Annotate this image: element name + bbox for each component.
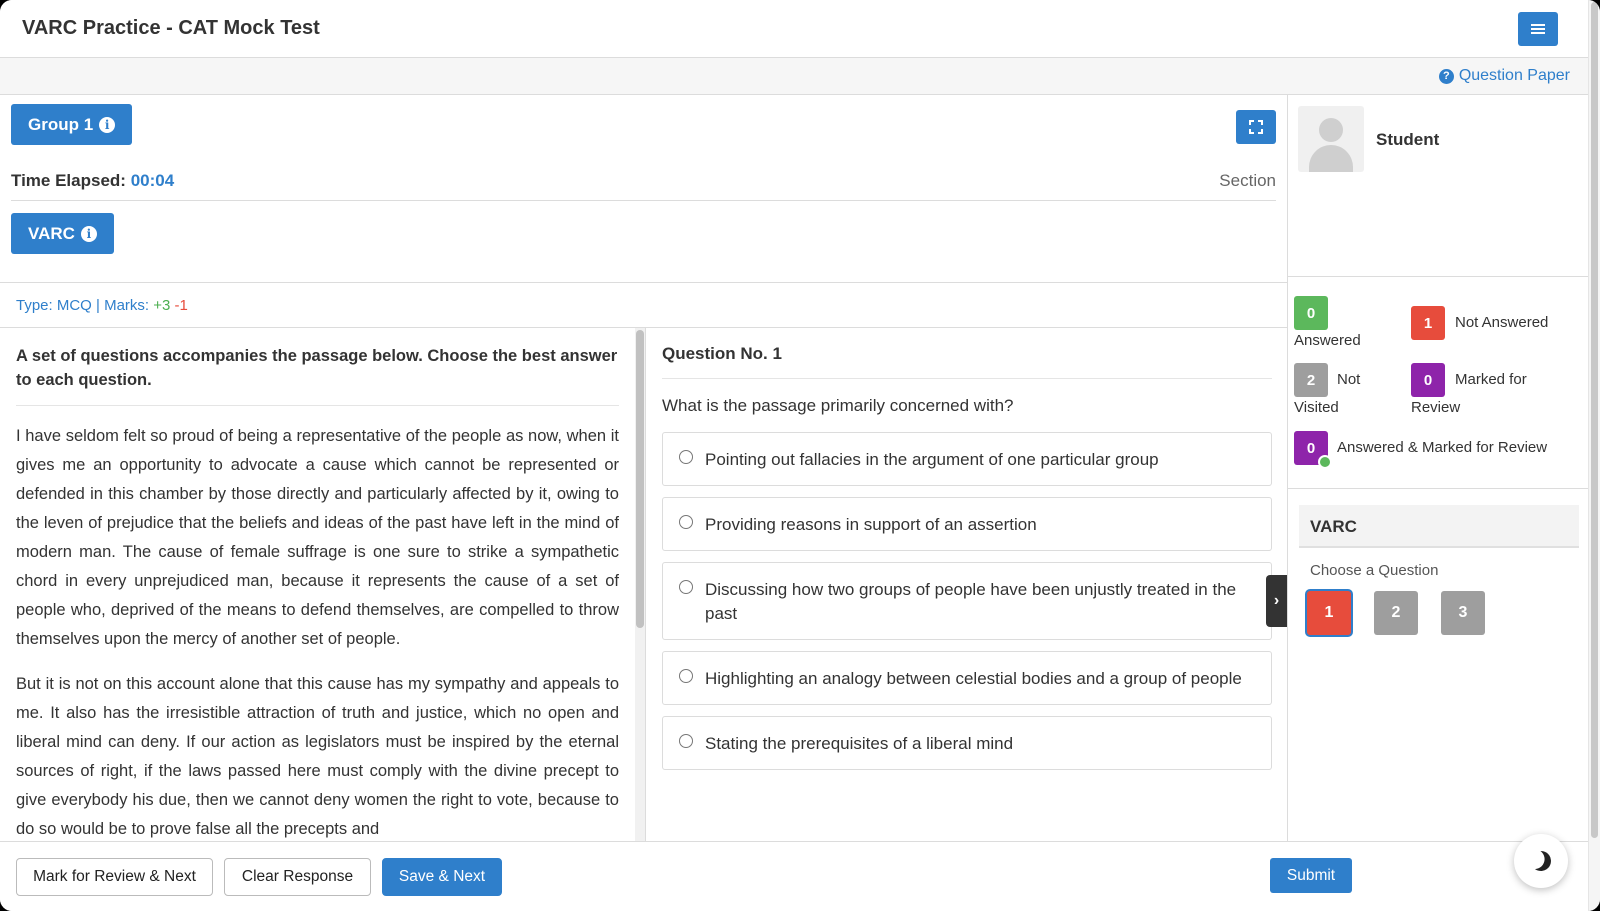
passage-paragraph: But it is not on this account alone that this cause has my sympathy and appeals to me. It also has the irresistible attraction of truth and justice, which no open and liberal mind can deny. If our action as legislators must be inspired by the eternal sources of right, if the laws passed here must comply with the divine precept to give everybody his due, then we cannot deny women the right to vote, because to do so would be to prove false all the precepts and <box>16 675 619 838</box>
not-answered-count-badge: 1 <box>1411 306 1445 340</box>
time-elapsed-value: 00:04 <box>130 171 175 190</box>
option-text: Providing reasons in support of an assertion <box>705 515 1037 534</box>
page-title: VARC Practice - CAT Mock Test <box>22 17 320 39</box>
hamburger-icon <box>1531 28 1545 30</box>
question-button-2[interactable]: 2 <box>1374 591 1418 635</box>
palette-section-title: VARC <box>1299 505 1579 548</box>
question-text: What is the passage primarily concerned with? <box>662 396 1014 415</box>
option-text: Pointing out fallacies in the argument of one particular group <box>705 450 1159 469</box>
not-visited-label: Not <box>1337 371 1361 388</box>
student-name: Student <box>1376 130 1440 149</box>
passage-paragraph: I have seldom felt so proud of being a representative of the people as now, when it gives me an opportunity to advocate a cause which cannot be represented or defended in this chamber by those directly and particularly affected by it, owing to the leven of prejudice that the beliefs and ideas of the past have left in the mind of modern man. The cause of female suffrage is one sure to strike a sympathetic chord in every unprejudiced man, because it represents the cause of a set of people who, deprived of the means to defend themselves, are compelled to throw themselves upon the mercy of another set of people. <box>16 427 619 648</box>
question-palette <box>1299 505 1579 651</box>
user-avatar-icon <box>1298 106 1364 172</box>
option-5[interactable] <box>662 716 1272 770</box>
question-button-3[interactable]: 3 <box>1441 591 1485 635</box>
question-type-text: Type: MCQ | Marks: <box>16 297 150 314</box>
submit-button[interactable]: Submit <box>1270 858 1352 893</box>
radio-button[interactable] <box>679 515 693 529</box>
passage-instruction: A set of questions accompanies the passage below. Choose the best answer to each question. <box>16 344 619 406</box>
answered-count-badge: 0 <box>1294 296 1328 330</box>
passage-pane[interactable] <box>0 328 635 841</box>
answered-dot-icon <box>1318 455 1332 469</box>
marked-label-2: Review <box>1411 399 1461 416</box>
window-scrollbar-thumb[interactable] <box>1591 2 1598 838</box>
question-circle-icon: ? <box>1439 69 1454 84</box>
collapse-sidebar-button[interactable] <box>1266 575 1287 627</box>
section-label: Section <box>1219 171 1276 190</box>
not-visited-count-badge: 2 <box>1294 363 1328 397</box>
options-list <box>662 432 1272 770</box>
question-type-marks <box>0 282 1287 328</box>
theme-toggle-button[interactable] <box>1514 834 1568 888</box>
timer-row <box>11 171 1276 201</box>
info-icon[interactable]: i <box>99 117 115 133</box>
positive-marks: +3 <box>153 297 171 314</box>
answered-label: Answered <box>1294 332 1361 349</box>
choose-question-label: Choose a Question <box>1310 562 1439 579</box>
question-paper-link[interactable] <box>1439 67 1570 85</box>
passage-scrollbar-thumb[interactable] <box>636 330 644 628</box>
not-answered-label: Not Answered <box>1455 314 1549 331</box>
marked-label: Marked for <box>1455 371 1527 388</box>
status-legend <box>1288 276 1588 489</box>
radio-button[interactable] <box>679 580 693 594</box>
chevron-right-icon: › <box>1273 592 1280 609</box>
save-next-button[interactable]: Save & Next <box>382 858 502 896</box>
section-varc-button[interactable] <box>11 213 114 254</box>
passage-scrollbar[interactable] <box>635 328 645 841</box>
main-panel <box>0 95 1287 841</box>
time-elapsed-label: Time Elapsed: <box>11 171 126 190</box>
option-text: Highlighting an analogy between celestial bodies and a group of people <box>705 669 1242 688</box>
option-1[interactable] <box>662 432 1272 486</box>
question-pane <box>645 328 1287 841</box>
option-3[interactable] <box>662 562 1272 640</box>
menu-button[interactable] <box>1518 12 1558 46</box>
answered-marked-label: Answered & Marked for Review <box>1337 439 1548 456</box>
sub-header-bar <box>0 58 1588 95</box>
fullscreen-icon <box>1249 120 1263 134</box>
question-paper-label: Question Paper <box>1458 67 1570 84</box>
radio-button[interactable] <box>679 450 693 464</box>
footer-bar <box>0 841 1588 911</box>
marked-count-badge: 0 <box>1411 363 1445 397</box>
option-text: Stating the prerequisites of a liberal mind <box>705 734 1014 753</box>
question-button-1[interactable]: 1 <box>1307 591 1351 635</box>
mark-review-next-button[interactable]: Mark for Review & Next <box>16 858 213 896</box>
window-scrollbar[interactable] <box>1588 0 1600 911</box>
question-number: Question No. 1 <box>662 344 1272 379</box>
moon-icon <box>1529 849 1552 872</box>
radio-button[interactable] <box>679 734 693 748</box>
sidebar <box>1287 95 1588 841</box>
not-visited-label-2: Visited <box>1294 399 1339 416</box>
info-icon[interactable]: i <box>81 226 97 242</box>
negative-marks: -1 <box>174 297 188 314</box>
fullscreen-button[interactable] <box>1236 110 1276 144</box>
option-2[interactable] <box>662 497 1272 551</box>
group-label: Group 1 <box>28 114 94 134</box>
option-4[interactable] <box>662 651 1272 705</box>
radio-button[interactable] <box>679 669 693 683</box>
section-varc-label: VARC <box>28 223 75 243</box>
top-bar <box>0 0 1588 58</box>
question-buttons <box>1299 591 1579 651</box>
answered-marked-count-badge: 0 <box>1294 431 1328 465</box>
group-button[interactable] <box>11 104 132 145</box>
clear-response-button[interactable]: Clear Response <box>224 858 371 896</box>
option-text: Discussing how two groups of people have been unjustly treated in the past <box>705 580 1237 623</box>
